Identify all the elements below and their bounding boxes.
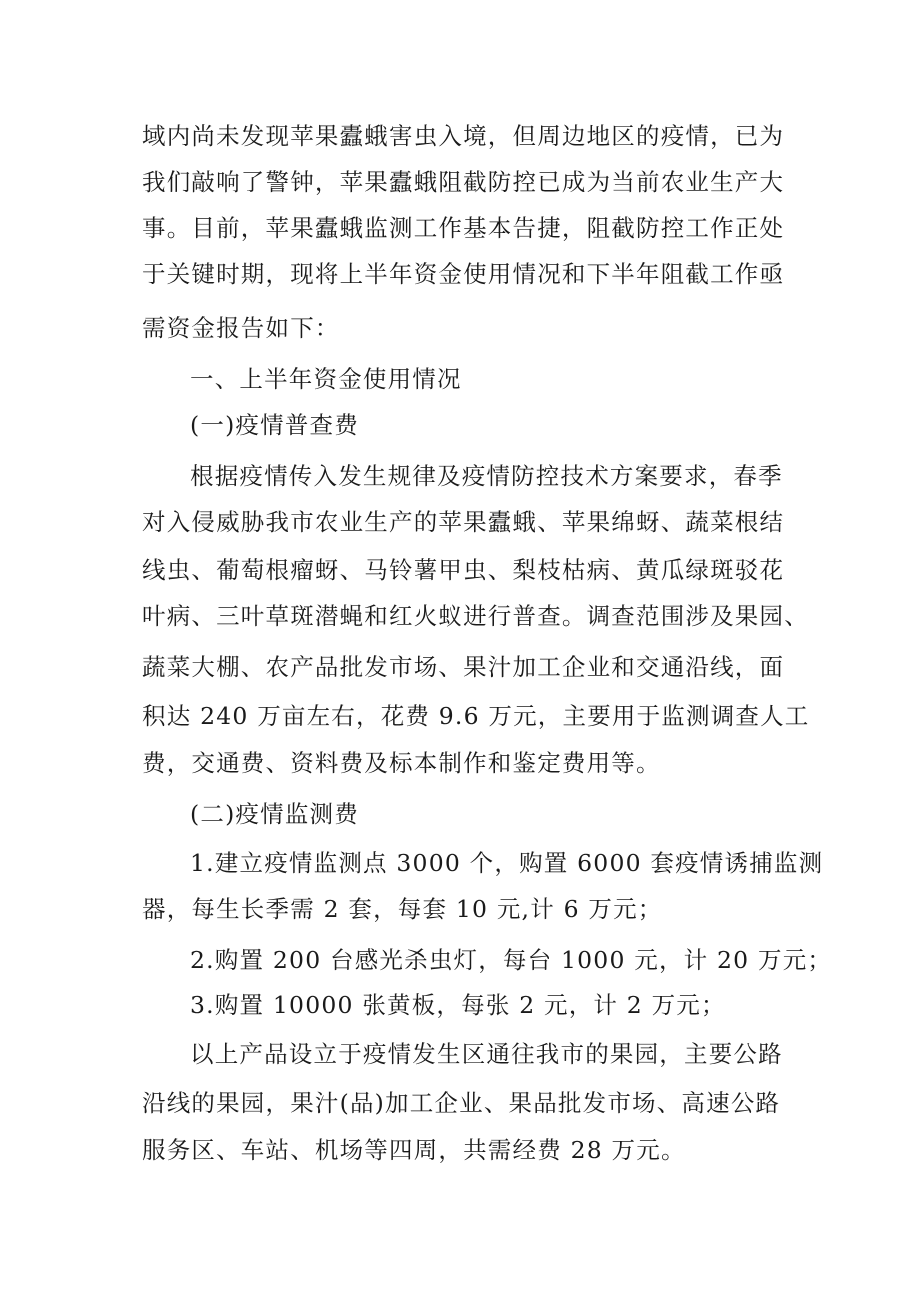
- text-line: 积达 240 万亩左右，花费 9.6 万元，主要用于监测调查人工: [142, 702, 810, 730]
- section-heading: 一、上半年资金使用情况: [190, 365, 462, 393]
- text-line: 蔬菜大棚、农产品批发市场、果汁加工企业和交通沿线，面: [142, 653, 785, 681]
- text-line: 需资金报告如下：: [142, 314, 340, 342]
- text-line: 服务区、车站、机场等四周，共需经费 28 万元。: [142, 1136, 686, 1164]
- text-line: 事。目前，苹果蠹蛾监测工作基本告捷，阻截防控工作正处: [142, 214, 785, 242]
- text-line: 3.购置 10000 张黄板，每张 2 元，计 2 万元；: [190, 991, 726, 1019]
- text-line: 1.建立疫情监测点 3000 个，购置 6000 套疫情诱捕监测: [190, 849, 824, 877]
- text-line: 器，每生长季需 2 套，每套 10 元,计 6 万元；: [142, 895, 663, 923]
- text-line: 域内尚未发现苹果蠹蛾害虫入境，但周边地区的疫情，已为: [142, 122, 785, 150]
- text-line: 叶病、三叶草斑潜蝇和红火蚁进行普查。调查范围涉及果园、: [142, 602, 809, 630]
- text-line: 根据疫情传入发生规律及疫情防控技术方案要求，春季: [190, 462, 783, 490]
- text-line: 费，交通费、资料费及标本制作和鉴定费用等。: [142, 749, 661, 777]
- text-line: 对入侵威胁我市农业生产的苹果蠹蛾、苹果绵蚜、蔬菜根结: [142, 508, 785, 536]
- subsection-heading: (二)疫情监测费: [190, 800, 359, 828]
- text-line: 沿线的果园，果汁(品)加工企业、果品批发市场、高速公路: [142, 1089, 781, 1117]
- text-line: 线虫、葡萄根瘤蚜、马铃薯甲虫、梨枝枯病、黄瓜绿斑驳花: [142, 556, 785, 584]
- text-line: 我们敲响了警钟，苹果蠹蛾阻截防控已成为当前农业生产大: [142, 168, 785, 196]
- text-line: 以上产品设立于疫情发生区通往我市的果园，主要公路: [190, 1040, 783, 1068]
- text-line: 于关键时期，现将上半年资金使用情况和下半年阻截工作亟: [142, 260, 785, 288]
- subsection-heading: (一)疫情普查费: [190, 411, 359, 439]
- text-line: 2.购置 200 台感光杀虫灯，每台 1000 元，计 20 万元；: [190, 946, 833, 974]
